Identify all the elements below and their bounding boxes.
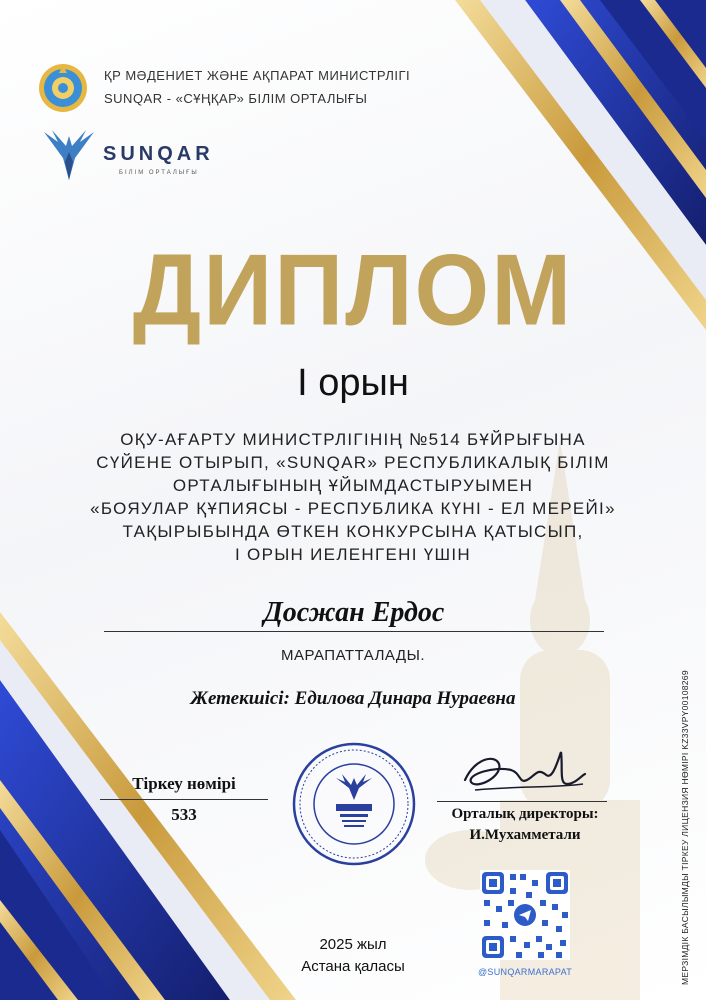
issue-year: 2025 жыл <box>319 936 387 953</box>
registration-number: 533 <box>171 805 197 824</box>
mentor-name: Жетекшісі: Едилова Динара Нураевна <box>190 688 516 709</box>
award-text <box>40 428 666 566</box>
official-stamp-icon <box>292 742 416 866</box>
qr-handle[interactable]: @SUNQARMARAPAT <box>477 967 572 977</box>
brand-subtitle: БІЛІМ ОРТАЛЫҒЫ <box>119 170 199 176</box>
award-text-line: І ОРЫН ИЕЛЕНГЕНІ ҮШІН <box>235 545 471 564</box>
recipient-underline <box>104 631 604 632</box>
award-text-line: ОРТАЛЫҒЫНЫҢ ҰЙЫМДАСТЫРУЫМЕН <box>172 476 534 495</box>
award-text-line: ОҚУ-АҒАРТУ МИНИСТРЛІГІНІҢ №514 БҰЙРЫҒЫНА <box>120 430 586 449</box>
qr-code-icon[interactable] <box>480 870 570 960</box>
recipient-name: Досжан Ердос <box>263 597 445 628</box>
director-divider <box>437 801 607 802</box>
award-text-line: «БОЯУЛАР ҚҰПИЯСЫ - РЕСПУБЛИКА КҮНІ - ЕЛ МЕРЕЙІ» <box>90 499 616 518</box>
place-label: І орын <box>297 362 409 404</box>
license-number: МЕРЗІМДІК БАСЫЛЫМДЫ ТІРКЕУ ЛИЦЕНЗИЯ НӨМІРІ KZ33VPY00108269 <box>680 670 690 985</box>
director-name: И.Мухамметали <box>469 827 581 843</box>
issue-city: Астана қаласы <box>301 958 405 975</box>
brand-name: SUNQAR <box>103 143 214 165</box>
director-label: Орталық директоры: <box>451 806 599 822</box>
awarded-label: МАРАПАТТАЛАДЫ. <box>280 647 426 664</box>
signature-icon <box>455 740 590 802</box>
registration-divider <box>100 799 268 800</box>
award-text-line: ТАҚЫРЫБЫНДА ӨТКЕН КОНКУРСЫНА ҚАТЫСЫП, <box>122 522 584 541</box>
award-text-line: СҮЙЕНЕ ОТЫРЫП, «SUNQAR» РЕСПУБЛИКАЛЫҚ БІЛІМ <box>96 453 610 472</box>
ministry-name: ҚР МӘДЕНИЕТ ЖӘНЕ АҚПАРАТ МИНИСТРЛІГІ <box>104 68 411 83</box>
registration-label: Тіркеу нөмірі <box>132 774 236 793</box>
falcon-logo-icon <box>38 128 100 184</box>
diploma-title: ДИПЛОМ <box>132 234 574 347</box>
kazakhstan-emblem-icon <box>38 63 88 113</box>
center-name: SUNQAR - «СҰҢҚАР» БІЛІМ ОРТАЛЫҒЫ <box>104 91 368 106</box>
